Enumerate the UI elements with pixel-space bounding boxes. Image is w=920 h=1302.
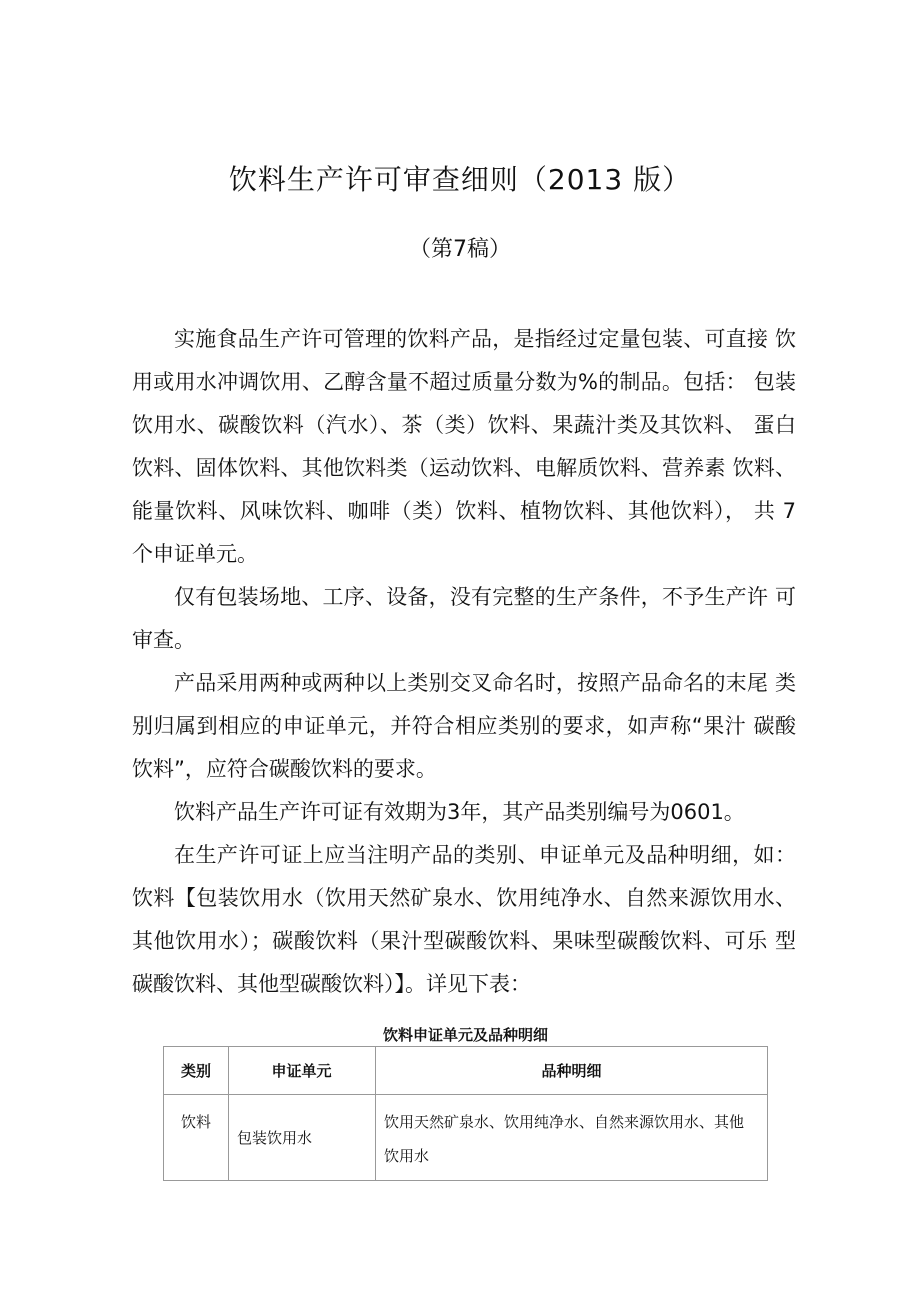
header-unit: 申证单元 <box>229 1047 376 1095</box>
cell-details: 饮用天然矿泉水、饮用纯净水、自然来源饮用水、其他饮用水 <box>376 1095 768 1181</box>
document-subtitle: （第7稿） <box>409 237 511 262</box>
document-body <box>132 318 796 1006</box>
table-row <box>164 1095 768 1181</box>
cell-category: 饮料 <box>164 1095 229 1181</box>
table-header-row <box>164 1047 768 1095</box>
units-table <box>163 1046 768 1181</box>
paragraph-validity: 饮料产品生产许可证有效期为3年，其产品类别编号为0601。 <box>174 800 745 824</box>
table-section <box>163 1024 768 1181</box>
paragraph-packaging-only: 仅有包装场地、工序、设备，没有完整的生产条件，不予生产许 可审查。 <box>132 585 796 652</box>
table-caption: 饮料申证单元及品种明细 <box>382 1026 548 1044</box>
cell-unit: 包装饮用水 <box>229 1095 376 1181</box>
paragraph-license-details: 在生产许可证上应当注明产品的类别、申证单元及品种明细，如： 饮料【包装饮用水（饮用天然矿泉水、饮用纯净水、自然来源饮用水、 其他饮用水）；碳酸饮料（果汁型碳酸饮料、果味型碳酸饮料、可乐 型碳酸饮料、其他型碳酸饮料）】。详见下表： <box>132 843 796 996</box>
header-details: 品种明细 <box>376 1047 768 1095</box>
document-title: 饮料生产许可审查细则（2013 版） <box>228 163 692 196</box>
paragraph-scope: 实施食品生产许可管理的饮料产品，是指经过定量包装、可直接 饮用或用水冲调饮用、乙醇含量不超过质量分数为%的制品。包括： 包装饮用水、碳酸饮料（汽水）、茶（类）饮料、果蔬汁类及其饮料、 蛋白饮料、固体饮料、其他饮料类（运动饮料、电解质饮料、营养素 饮料、能量饮料、风味饮料、咖啡（类）饮料、植物饮料、其他饮料）， 共 7个申证单元。 <box>132 327 796 566</box>
paragraph-cross-naming: 产品采用两种或两种以上类别交叉命名时，按照产品命名的末尾 类别归属到相应的申证单元，并符合相应类别的要求，如声称“果汁 碳酸饮料”，应符合碳酸饮料的要求。 <box>132 671 796 781</box>
header-category: 类别 <box>164 1047 229 1095</box>
